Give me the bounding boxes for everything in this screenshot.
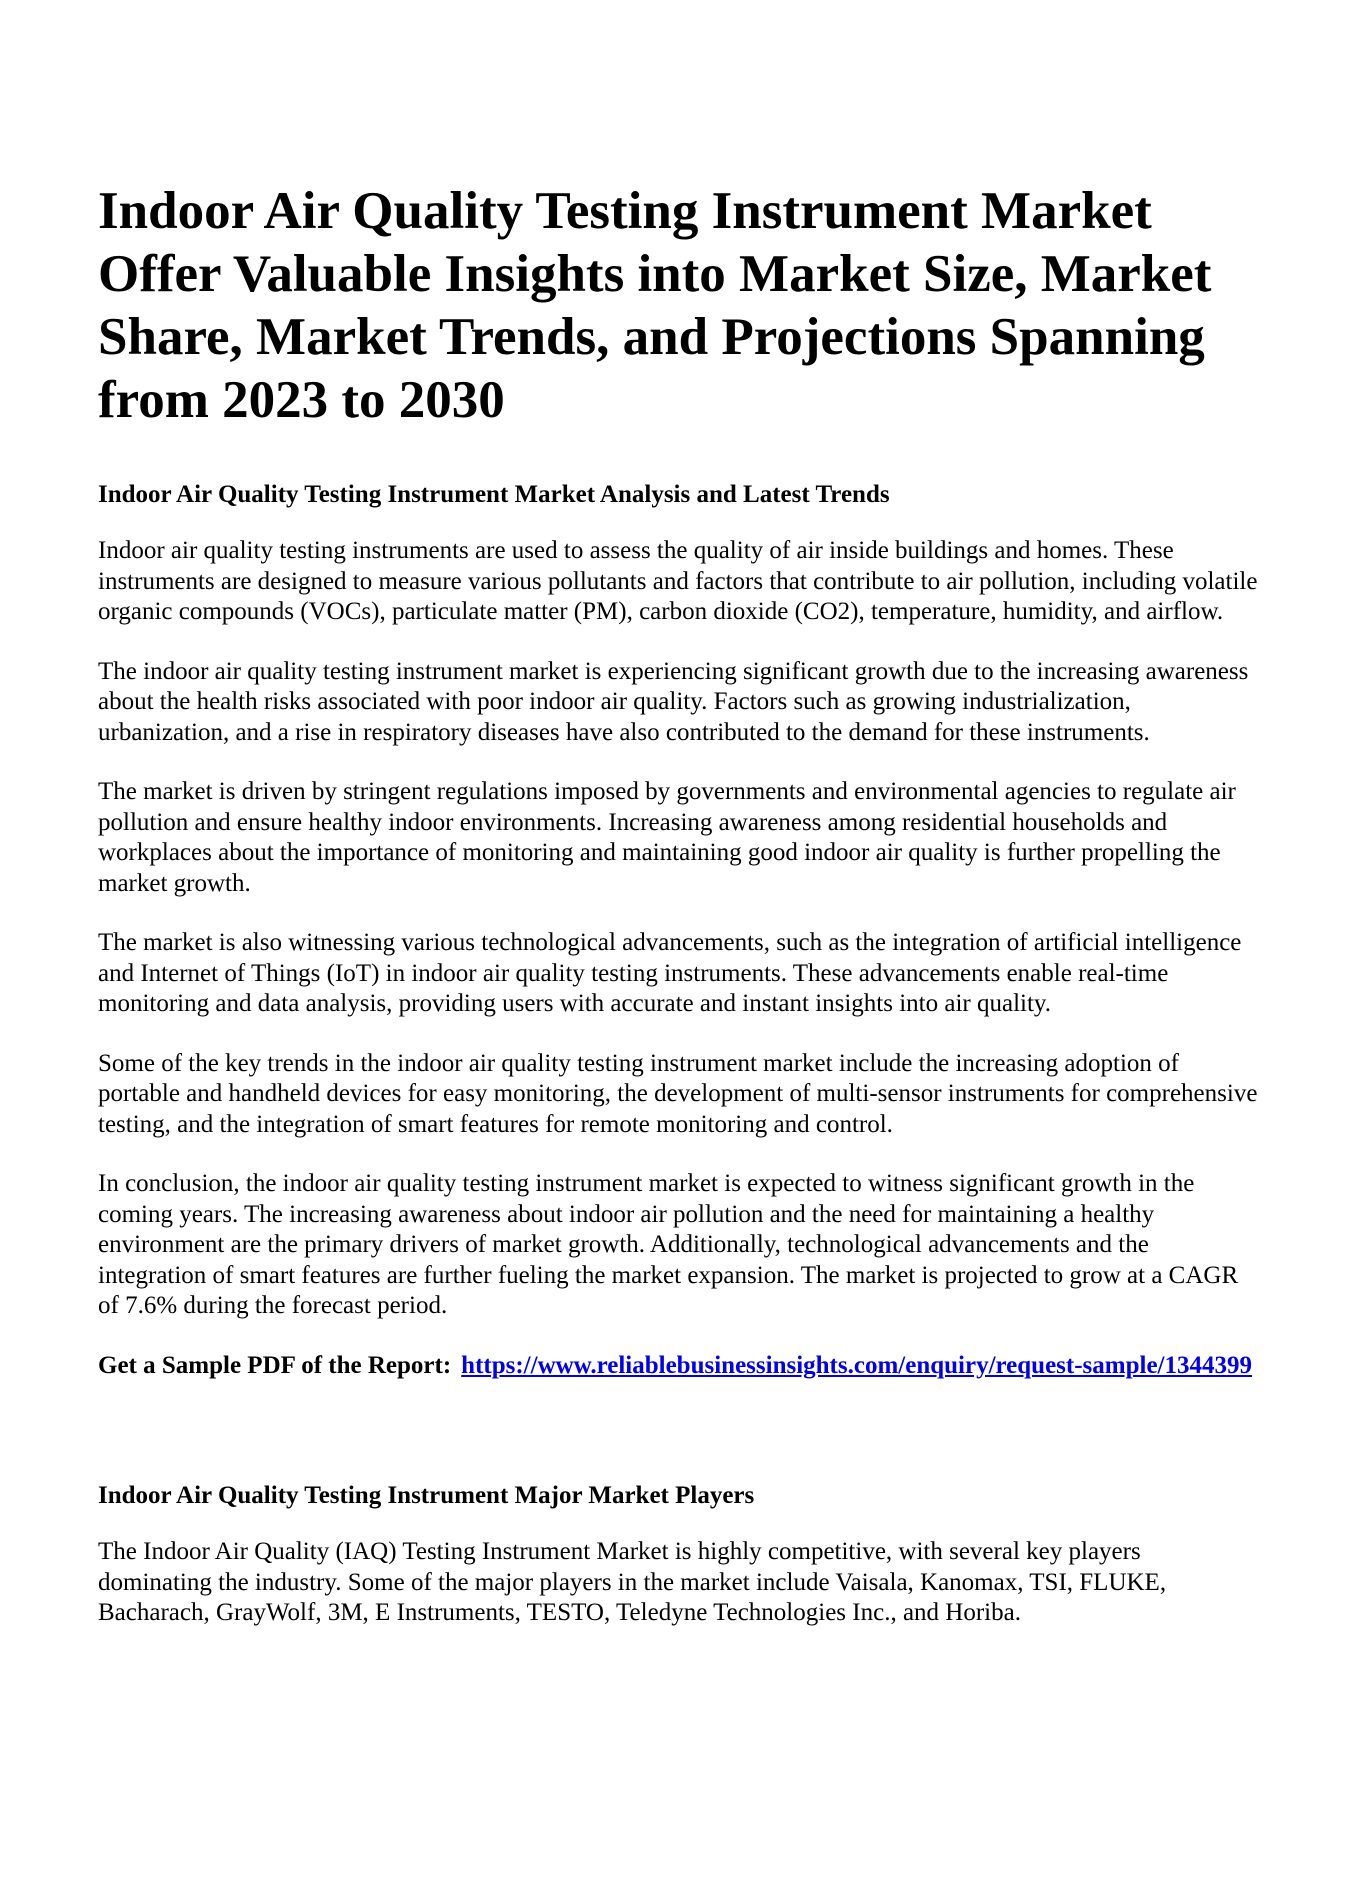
paragraph-intro: Indoor air quality testing instruments are used to assess the quality of air inside buildings and homes. These instruments are designed to measure various pollutants and factors that contribute to air pollution, including volatile organic compounds (VOCs), particulate matter (PM), carbon dioxide (CO2), temperature, humidity, and airflow. — [98, 537, 1258, 625]
document-content — [98, 180, 1258, 1658]
paragraph-players: The Indoor Air Quality (IAQ) Testing Instrument Market is highly competitive, with several key players dominating the industry. Some of the major players in the market include Vaisala, Kanomax, TSI, FLUKE, Bacharach, GrayWolf, 3M, E Instruments, TESTO, Teledyne Technologies Inc., and Horiba. — [98, 1538, 1167, 1626]
paragraph-regulations: The market is driven by stringent regulations imposed by governments and environmental agencies to regulate air pollution and ensure healthy indoor environments. Increasing awareness among residential households and workplaces about the importance of monitoring and maintaining good indoor air quality is further propelling the market growth. — [98, 778, 1236, 897]
paragraph-technology: The market is also witnessing various technological advancements, such as the integration of artificial intelligence and Internet of Things (IoT) in indoor air quality testing instruments. These advancements enable real-time monitoring and data analysis, providing users with accurate and instant insights into air quality. — [98, 929, 1242, 1017]
sample-pdf-line — [98, 1351, 1258, 1382]
section-heading-analysis: Indoor Air Quality Testing Instrument Market Analysis and Latest Trends — [98, 481, 890, 508]
sample-pdf-link[interactable]: https://www.reliablebusinessinsights.com/enquiry/request-sample/1344399 — [461, 1351, 1252, 1379]
paragraph-growth: The indoor air quality testing instrument market is experiencing significant growth due to the increasing awareness about the health risks associated with poor indoor air quality. Factors such as growing industrialization, urbanization, and a rise in respiratory diseases have also contributed to the demand for these instruments. — [98, 657, 1249, 746]
section-heading-players: Indoor Air Quality Testing Instrument Major Market Players — [98, 1482, 755, 1509]
paragraph-conclusion: In conclusion, the indoor air quality testing instrument market is expected to witness significant growth in the coming years. The increasing awareness about indoor air pollution and the need for maintaining a healthy environment are the primary drivers of market growth. Additionally, technological advancements and the integration of smart features are further fueling the market expansion. The market is projected to grow at a CAGR of 7.6% during the forecast period. — [98, 1170, 1239, 1319]
page-title: Indoor Air Quality Testing Instrument Market Offer Valuable Insights into Market Size, Market Share, Market Trends, and Projections Spanning from 2023 to 2030 — [98, 182, 1212, 429]
paragraph-trends: Some of the key trends in the indoor air quality testing instrument market include the increasing adoption of portable and handheld devices for easy monitoring, the development of multi-sensor instruments for comprehensive testing, and the integration of smart features for remote monitoring and control. — [98, 1049, 1258, 1138]
sample-pdf-label: Get a Sample PDF of the Report: — [98, 1351, 452, 1379]
